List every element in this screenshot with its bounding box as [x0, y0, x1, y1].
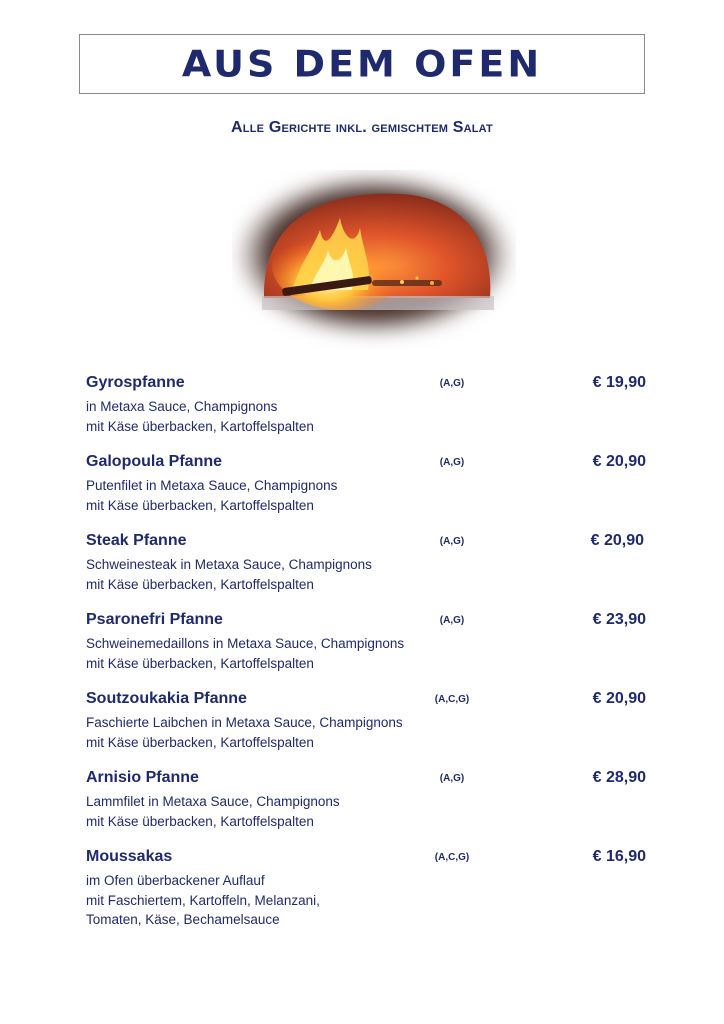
description-line: mit Käse überbacken, Kartoffelspalten [86, 418, 314, 434]
dish-name: Gyrospfanne [86, 374, 185, 391]
allergen-codes: (A,G) [439, 457, 465, 468]
menu-item [86, 372, 646, 451]
dish-description [86, 713, 403, 752]
description-line: im Ofen überbackener Auflauf [86, 873, 265, 888]
dish-description [86, 476, 337, 515]
page-title: AUS DEM OFEN [181, 43, 543, 85]
dish-name: Moussakas [86, 848, 173, 865]
description-line: mit Faschiertem, Kartoffeln, Melanzani, [86, 892, 320, 908]
description-line: mit Käse überbacken, Kartoffelspalten [86, 813, 314, 829]
dish-name: Soutzoukakia Pfanne [86, 690, 247, 707]
allergen-codes: (A,G) [439, 536, 465, 547]
dish-description [86, 871, 320, 930]
dish-description [86, 792, 340, 831]
description-line: mit Käse überbacken, Kartoffelspalten [86, 497, 314, 513]
dish-price: € 20,90 [592, 690, 646, 707]
dish-price: € 23,90 [592, 611, 646, 628]
allergen-codes: (A,G) [439, 773, 465, 784]
dish-name: Steak Pfanne [86, 532, 187, 549]
subtitle: Alle Gerichte inkl. gemischtem Salat [231, 119, 493, 136]
description-line: in Metaxa Sauce, Champignons [86, 399, 278, 414]
title-box [79, 34, 645, 94]
description-line: Schweinesteak in Metaxa Sauce, Champignons [86, 557, 372, 572]
menu-item [86, 846, 646, 925]
description-line: mit Käse überbacken, Kartoffelspalten [86, 655, 314, 671]
menu-item [86, 451, 646, 530]
dish-price: € 16,90 [592, 848, 646, 865]
wood-fired-oven-image [232, 170, 516, 350]
menu-item [86, 609, 646, 688]
description-line: Lammfilet in Metaxa Sauce, Champignons [86, 794, 340, 809]
menu-item [86, 767, 646, 846]
description-line: mit Käse überbacken, Kartoffelspalten [86, 734, 314, 750]
description-line: Putenfilet in Metaxa Sauce, Champignons [86, 478, 338, 493]
description-line: Schweinemedaillons in Metaxa Sauce, Champignons [86, 636, 405, 651]
dish-name: Arnisio Pfanne [86, 769, 199, 786]
allergen-codes: (A,G) [439, 378, 465, 389]
allergen-codes: (A,C,G) [434, 852, 470, 863]
dish-name: Psaronefri Pfanne [86, 611, 223, 628]
dish-price: € 28,90 [592, 769, 646, 786]
dish-description [86, 397, 314, 436]
menu-item [86, 688, 646, 767]
dish-price: € 19,90 [592, 374, 646, 391]
dish-price: € 20,90 [590, 532, 644, 549]
dish-price: € 20,90 [592, 453, 646, 470]
allergen-codes: (A,G) [439, 615, 465, 626]
description-line: Tomaten, Käse, Bechamelsauce [86, 912, 280, 927]
allergen-codes: (A,C,G) [434, 694, 470, 705]
dish-description [86, 634, 404, 673]
menu-list [86, 372, 646, 925]
menu-item [86, 530, 646, 609]
dish-name: Galopoula Pfanne [86, 453, 223, 470]
description-line: mit Käse überbacken, Kartoffelspalten [86, 576, 314, 592]
description-line: Faschierte Laibchen in Metaxa Sauce, Champignons [86, 715, 403, 730]
dish-description [86, 555, 372, 594]
